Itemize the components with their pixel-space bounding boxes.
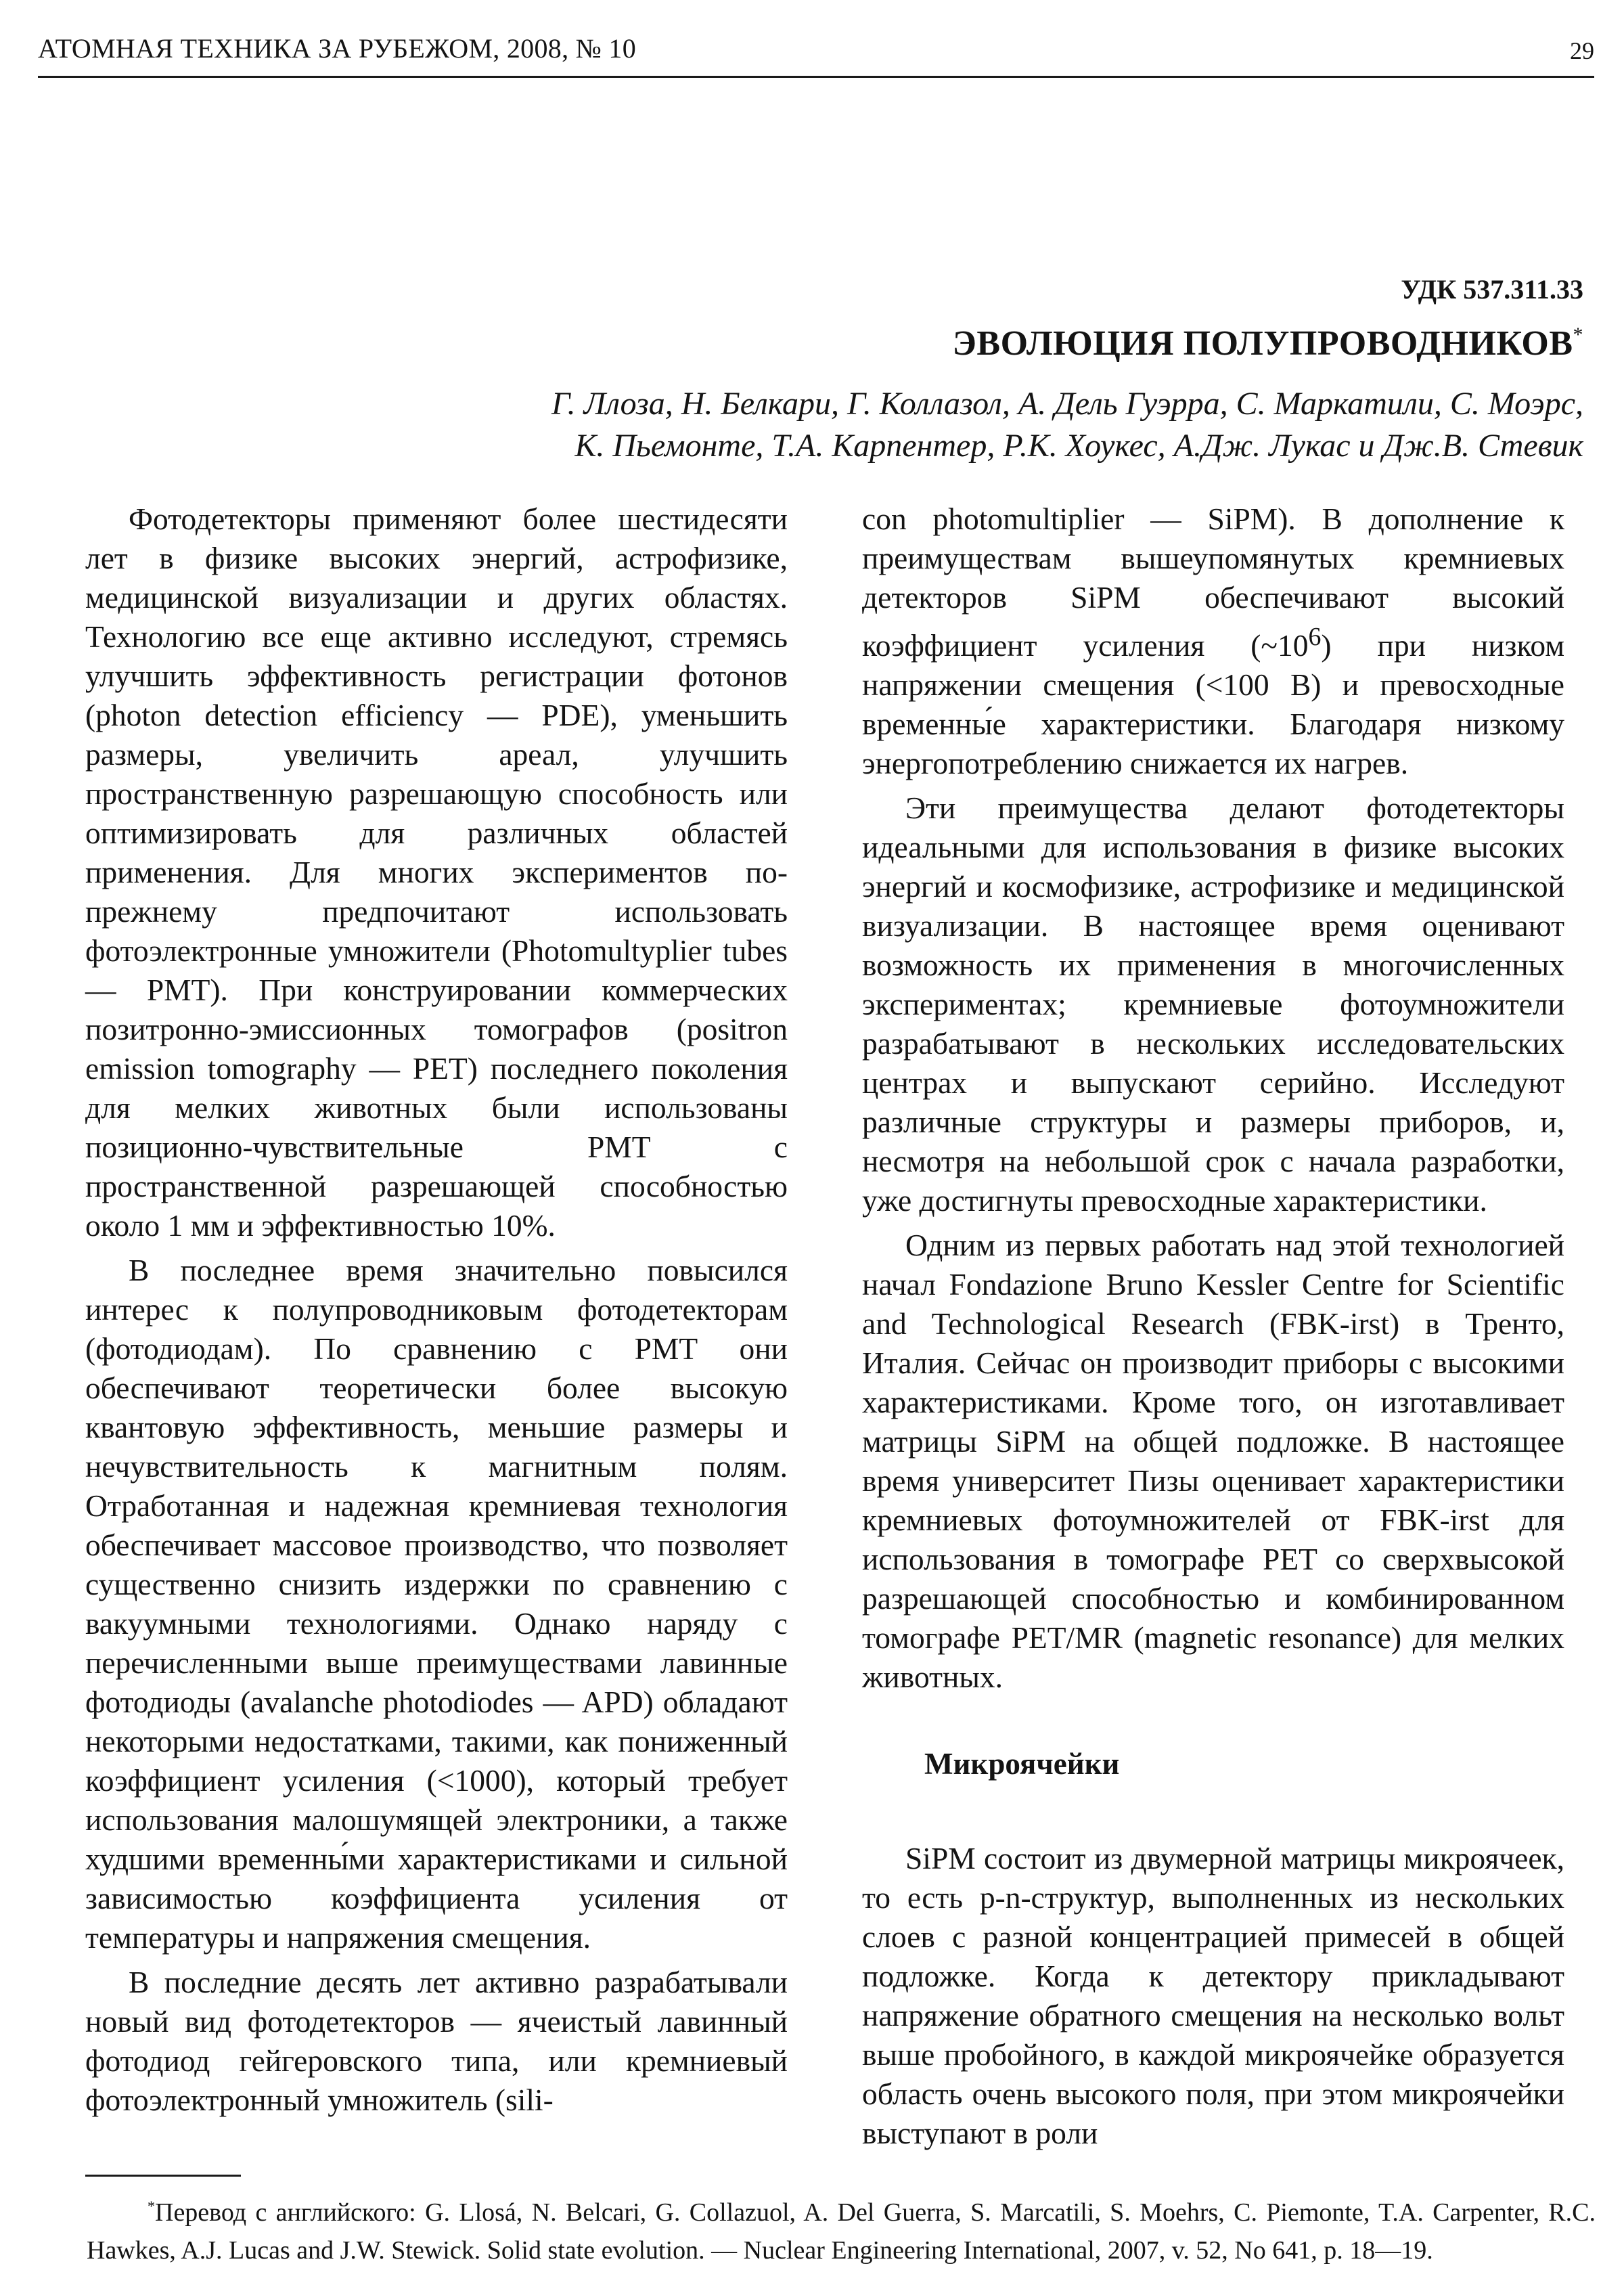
article-title-text: ЭВОЛЮЦИЯ ПОЛУПРОВОДНИКОВ <box>952 324 1573 363</box>
footnote-mark: * <box>148 2198 155 2215</box>
paragraph: Эти преимущества делают фотодетекторы идеальными для использования в физике высоких энергий и космофизике, астрофизике и медицинской визуализации. В настоящее время оценивают возможность их применения в многочисленных экспериментах; кремниевые фотоумножители разрабатывают в нескольких исследовательских центрах и выпускают серийно. Исследуют различные структуры и размеры приборов, и, несмотря на небольшой срок с начала разработки, уже достигнуты превосходные характеристики. <box>862 791 1564 1218</box>
section-heading: Микроячейки <box>924 1747 1120 1781</box>
footnote <box>87 2187 1596 2269</box>
footnote-marker: * <box>1573 324 1583 346</box>
paragraph: Одним из первых работать над этой технологией начал Fondazione Bruno Kessler Centre for Scientific and Technological Research (FBK-irst) в Тренто, Италия. Сейчас он производит приборы с высокими характеристиками. Кроме того, он изготавливает матрицы SiPM на общей подложке. В настоящее время университет Пизы оценивает характеристики кремниевых фотоумножителей от FBK-irst для использования в томографе PET со сверхвысокой разрешающей способностью и комбинированном томографе PET/MR (magnetic resonance) для мелких животных. <box>862 1228 1564 1695</box>
right-column <box>862 499 1564 2158</box>
udk-code: УДК 537.311.33 <box>1401 274 1583 305</box>
running-header <box>38 27 1594 78</box>
footnote-divider <box>85 2175 241 2177</box>
continuation-text-before: con photomultiplier — SiPM). В дополнение к преимуществам вышеупомянутых кремниевых детекторов SiPM обеспечивают высокий коэффициент усиления (~10 <box>862 502 1564 663</box>
left-column <box>85 499 788 2125</box>
exponent: 6 <box>1308 623 1322 651</box>
continuation-text-after: ) при низком напряжении смещения (<100 В) и превосходные временны́е характеристики. Благодаря низкому энергопотреблению снижается их нагрев. <box>862 628 1564 781</box>
page-number: 29 <box>1570 37 1594 64</box>
paragraph-continuation <box>862 499 1564 783</box>
paragraph: В последние десять лет активно разрабатывали новый вид фотодетекторов — ячеистый лавинный фотодиод гейгеровского типа, или кремниевый фотоэлектронный умножитель (sili- <box>85 1965 788 2117</box>
authors-line-1: Г. Ллоза, Н. Белкари, Г. Коллазол, А. Дель Гуэрра, С. Маркатили, С. Моэрс, <box>551 386 1583 422</box>
footnote-text: Перевод с английского: G. Llosá, N. Belcari, G. Collazuol, A. Del Guerra, S. Marcatili, S. Moehrs, C. Piemonte, T.A. Carpenter, R.C. Hawkes, A.J. Lucas and J.W. Stewick. Solid state evolution. — Nuclear Engineering International, 2007, v. 52, No 641, p. 18—19. <box>87 2198 1596 2265</box>
paragraph: SiPM состоит из двумерной матрицы микроячеек, то есть p-n-структур, выполненных из нескольких слоев с разной концентрацией примесей в общей подложке. Когда к детектору прикладывают напряжение обратного смещения на несколько вольт выше пробойного, в каждой микроячейке образуется область очень высокого поля, при этом микроячейки выступают в роли <box>862 1841 1564 2151</box>
author-list <box>365 383 1583 467</box>
paragraph: Фотодетекторы применяют более шестидесяти лет в физике высоких энергий, астрофизике, медицинской визуализации и других областях. Технологию все еще активно исследуют, стремясь улучшить эффективность регистрации фотонов (photon detection efficiency — PDE), уменьшить размеры, увеличить ареал, улучшить пространственную разрешающую способность или оптимизировать для различных областей применения. Для многих экспериментов по-прежнему предпочитают использовать фотоэлектронные умножители (Photomultyplier tubes — PMT). При конструировании коммерческих позитронно-эмиссионных томографов (positron emission tomography — PET) последнего поколения для мелких животных были использованы позиционно-чувствительные PMT с пространственной разрешающей способностью около 1 мм и эффективностью 10%. <box>85 502 788 1243</box>
authors-line-2: К. Пьемонте, Т.А. Карпентер, Р.К. Хоукес, А.Дж. Лукас и Дж.В. Стевик <box>574 428 1583 464</box>
article-title <box>953 324 1583 363</box>
paragraph: В последнее время значительно повысился интерес к полупроводниковым фотодетекторам (фотодиодам). По сравнению с PMT они обеспечивают теоретически более высокую квантовую эффективность, меньшие размеры и нечувствительность к магнитным полям. Отработанная и надежная кремниевая технология обеспечивает массовое производство, что позволяет существенно снизить издержки по сравнению с вакуумными технологиями. Однако наряду с перечисленными выше преимуществами лавинные фотодиоды (avalanche photodiodes — APD) обладают некоторыми недостатками, такими, как пониженный коэффициент усиления (<1000), который требует использования малошумящей электроники, а также худшими временны́ми характеристиками и сильной зависимостью коэффициента усиления от температуры и напряжения смещения. <box>85 1253 788 1955</box>
journal-title: АТОМНАЯ ТЕХНИКА ЗА РУБЕЖОМ, 2008, № 10 <box>38 33 637 64</box>
